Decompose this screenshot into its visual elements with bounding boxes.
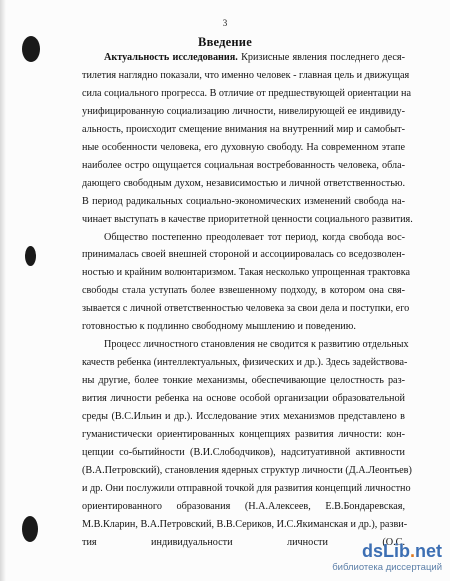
text-line: Общество постепенно преодолевает тот период, когда свобода вос-	[104, 231, 405, 243]
watermark-logo	[362, 541, 442, 562]
text-line: ны другие, более тонкие механизмы, обеспечивающие целостность раз-	[82, 375, 405, 387]
text-line: качеств ребенка (интеллектуальных, физических и др.). Здесь задействова-	[82, 357, 408, 369]
text-line	[104, 51, 405, 64]
text-line: М.В.Кларин, В.А.Петровский, В.В.Сериков, И.С.Якиманская и др.), разви-	[82, 518, 408, 530]
text-line: (В.А.Петровский), становления ядерных структур личности (Д.А.Леонтьев)	[82, 464, 412, 476]
section-heading: Введение	[198, 35, 252, 49]
text-line: зывается с личной ответственностью человека за свои дела и поступки, его	[82, 303, 410, 315]
page-number: 3	[222, 18, 228, 28]
watermark-subtitle: библиотека диссертаций	[332, 562, 442, 573]
scan-edge-shadow	[0, 0, 6, 581]
watermark-brand-dot: .	[409, 541, 415, 561]
text-line: свободы стала уступать более взвешенному подходу, в котором она свя-	[82, 285, 405, 297]
text-line: Процесс личностного становления не сводится к развитию отдельных	[104, 339, 409, 351]
site-watermark	[330, 541, 442, 575]
text-line: дающего свободным духом, независимостью и личной ответственностью.	[82, 177, 405, 189]
text-line: чинает выступать в качестве приоритетной ценности социального развития.	[82, 213, 413, 225]
text-line: и др. Они послужили отправной точкой для развития концепций личностно	[82, 482, 411, 494]
text-line: среды (В.С.Ильин и др.). Исследование этих механизмов представлено в	[82, 411, 405, 422]
text-line: ные особенности человека, его духовную свободу. На современном этапе	[82, 141, 405, 153]
text-line: вития личности ребенка на основе особой организации образовательной	[82, 393, 405, 405]
text-line: унифицированную социализацию личности, нивелирующей ее индивиду-	[82, 105, 405, 117]
text-line: альность, происходит смещение внимания на внутренний мир и самобыт-	[82, 123, 405, 135]
punch-hole-mark-middle	[25, 246, 36, 266]
text-line: принималась своей внешней стороной и ассоциировалась со вседозволен-	[82, 249, 405, 261]
text-line: ориентированного образования (Н.А.Алексеев, Е.В.Бондаревская,	[82, 500, 405, 512]
watermark-brand-tld: net	[415, 541, 442, 561]
watermark-brand: dsLib	[361, 541, 410, 561]
text-line: В период радикальных социально-экономических изменений свобода на-	[82, 195, 405, 207]
text-line: цепции со-бытийности (В.И.Слободчиков), надситуативной активности	[82, 446, 405, 458]
punch-hole-mark-bottom	[22, 516, 38, 542]
text-line: тия индивидуальности личности (О.С.	[82, 536, 405, 548]
text-line: гуманистически ориентированных концепциях развития личности: кон-	[82, 428, 405, 440]
text-line: готовностью к подлинно свободному мышлению и поведению.	[82, 321, 356, 333]
text-line: наиболее остро ощущается социальная востребованность человека, обла-	[82, 159, 405, 171]
text-line: тилетия наглядно показали, что именно человек - главная цель и движущая	[82, 69, 410, 81]
text-line-content: Кризисные явления последнего деся-	[237, 52, 405, 63]
text-line: ностью и крайним волюнтаризмом. Такая несколько упрощенная трактовка	[82, 267, 411, 279]
text-line: сила социального прогресса. В отличие от предшествующей ориентации на	[82, 87, 412, 99]
lead-term: Актуальность исследования.	[104, 52, 238, 63]
